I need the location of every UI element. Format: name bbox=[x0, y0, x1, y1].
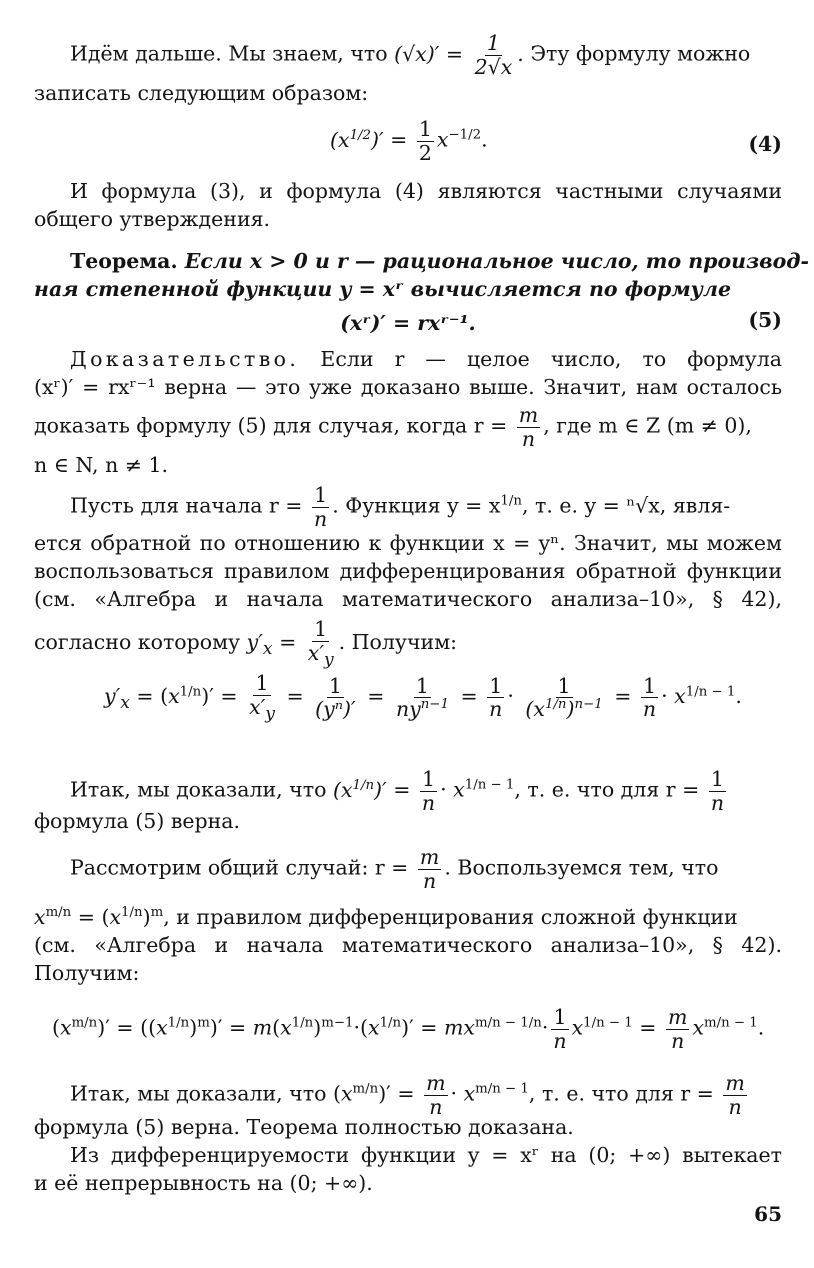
theorem-line: Теорема. Если x > 0 и r — рациональное число, то производ- bbox=[70, 249, 810, 273]
text-line: Итак, мы доказали, что $(x^{1/n})'$ = $\frac{1}{n}$ · $x^{1/n - 1}$, т. е. что для r = $\frac{1}{n}$ bbox=[70, 767, 725, 815]
text-line: (xʳ)′ = rxʳ⁻¹ верна — это уже доказано выше. Значит, нам осталось bbox=[34, 375, 782, 399]
text-line: Идём дальше. Мы знаем, что (√x)′ = $\frac{1}{2√x}$ . Эту формулу можно bbox=[70, 31, 751, 79]
text-line: формула (5) верна. bbox=[34, 809, 241, 833]
inline-formula: (√x)′ = $\frac{1}{2√x}$ . bbox=[394, 31, 524, 79]
text-line: И формула (3), и формула (4) являются частными случаями bbox=[70, 179, 782, 203]
theorem-line: ная степенной функции y = xʳ вычисляется по формуле bbox=[34, 277, 731, 301]
derivation-1: $y'_x = (x^{1/n})'$ = $\frac{1}{x'_y}$ = $\frac{1}{\text{(yⁿ)′}}$ = $\frac{1}{ny^{n-1}}$ = $\frac{1}{n}$ · $\frac{1}{(x^{1/n})^{n-1}}$ = $\frac{1}{n}$ · $x^{1/n - 1}$. bbox=[104, 671, 742, 724]
equation-number: (5) bbox=[748, 308, 782, 332]
text-line: общего утверждения. bbox=[34, 207, 271, 231]
text-line: доказать формулу (5) для случая, когда r = $\frac{m}{n}$ , где m ∈ Z (m ≠ 0), bbox=[34, 403, 752, 451]
formula-5: (xʳ)′ = rxʳ⁻¹. bbox=[340, 311, 476, 335]
text-line: (см. «Алгебра и начала математического анализа–10», § 42), bbox=[34, 587, 782, 611]
page-number: 65 bbox=[754, 1202, 782, 1226]
equation-number: (4) bbox=[748, 132, 782, 156]
text-line: (см. «Алгебра и начала математического анализа–10», § 42). bbox=[34, 933, 782, 957]
text-line: и её непрерывность на (0; +∞). bbox=[34, 1171, 373, 1195]
text-line: Из дифференцируемости функции y = xʳ на (0; +∞) вытекает bbox=[70, 1143, 782, 1167]
text-line: Итак, мы доказали, что $(x^{m/n})'$ = $\frac{m}{n}$ · $x^{m/n - 1}$, т. е. что для r = $\frac{m}{n}$ bbox=[70, 1071, 745, 1119]
text-line: формула (5) верна. Теорема полностью доказана. bbox=[34, 1115, 574, 1139]
text-line: Получим: bbox=[34, 961, 140, 985]
text-line: Рассмотрим общий случай: r = $\frac{m}{n}$ . Воспользуемся тем, что bbox=[70, 845, 719, 893]
text-line: ется обратной по отношению к функции x = yⁿ. Значит, мы можем bbox=[34, 531, 782, 555]
text-line: Пусть для начала r = $\frac{1}{n}$ . Функция $y = x^{1/n}$, т. е. y = ⁿ√x, явля- bbox=[70, 483, 731, 531]
derivation-2: $(x^{m/n})' = ((x^{1/n})^m)' = m(x^{1/n})^{m-1}\cdot(x^{1/n})' = mx^{m/n - 1/n}\cdot$ $\frac{1}{n}$ $x^{1/n - 1}$ = $\frac{m}{n}$ $x^{m/n - 1}$. bbox=[52, 1005, 765, 1053]
theorem-label: Теорема. bbox=[70, 249, 178, 273]
text-line: n ∈ N, n ≠ 1. bbox=[34, 453, 169, 477]
text-line: записать следующим образом: bbox=[34, 81, 369, 105]
text-line: воспользоваться правилом дифференцирования обратной функции bbox=[34, 559, 782, 583]
formula-4: $(x^{1/2})'$ = $\frac{1}{2}$ $x^{-1/2}$. bbox=[330, 117, 488, 165]
text-line: $x^{m/n} = (x^{1/n})^m$, и правилом дифференцирования сложной функции bbox=[34, 905, 738, 929]
text-line: согласно которому $y'_x$ = $\frac{1}{x'_y}$ . Получим: bbox=[34, 617, 458, 670]
text-line: Доказательство. Если r — целое число, то формула bbox=[70, 347, 782, 371]
